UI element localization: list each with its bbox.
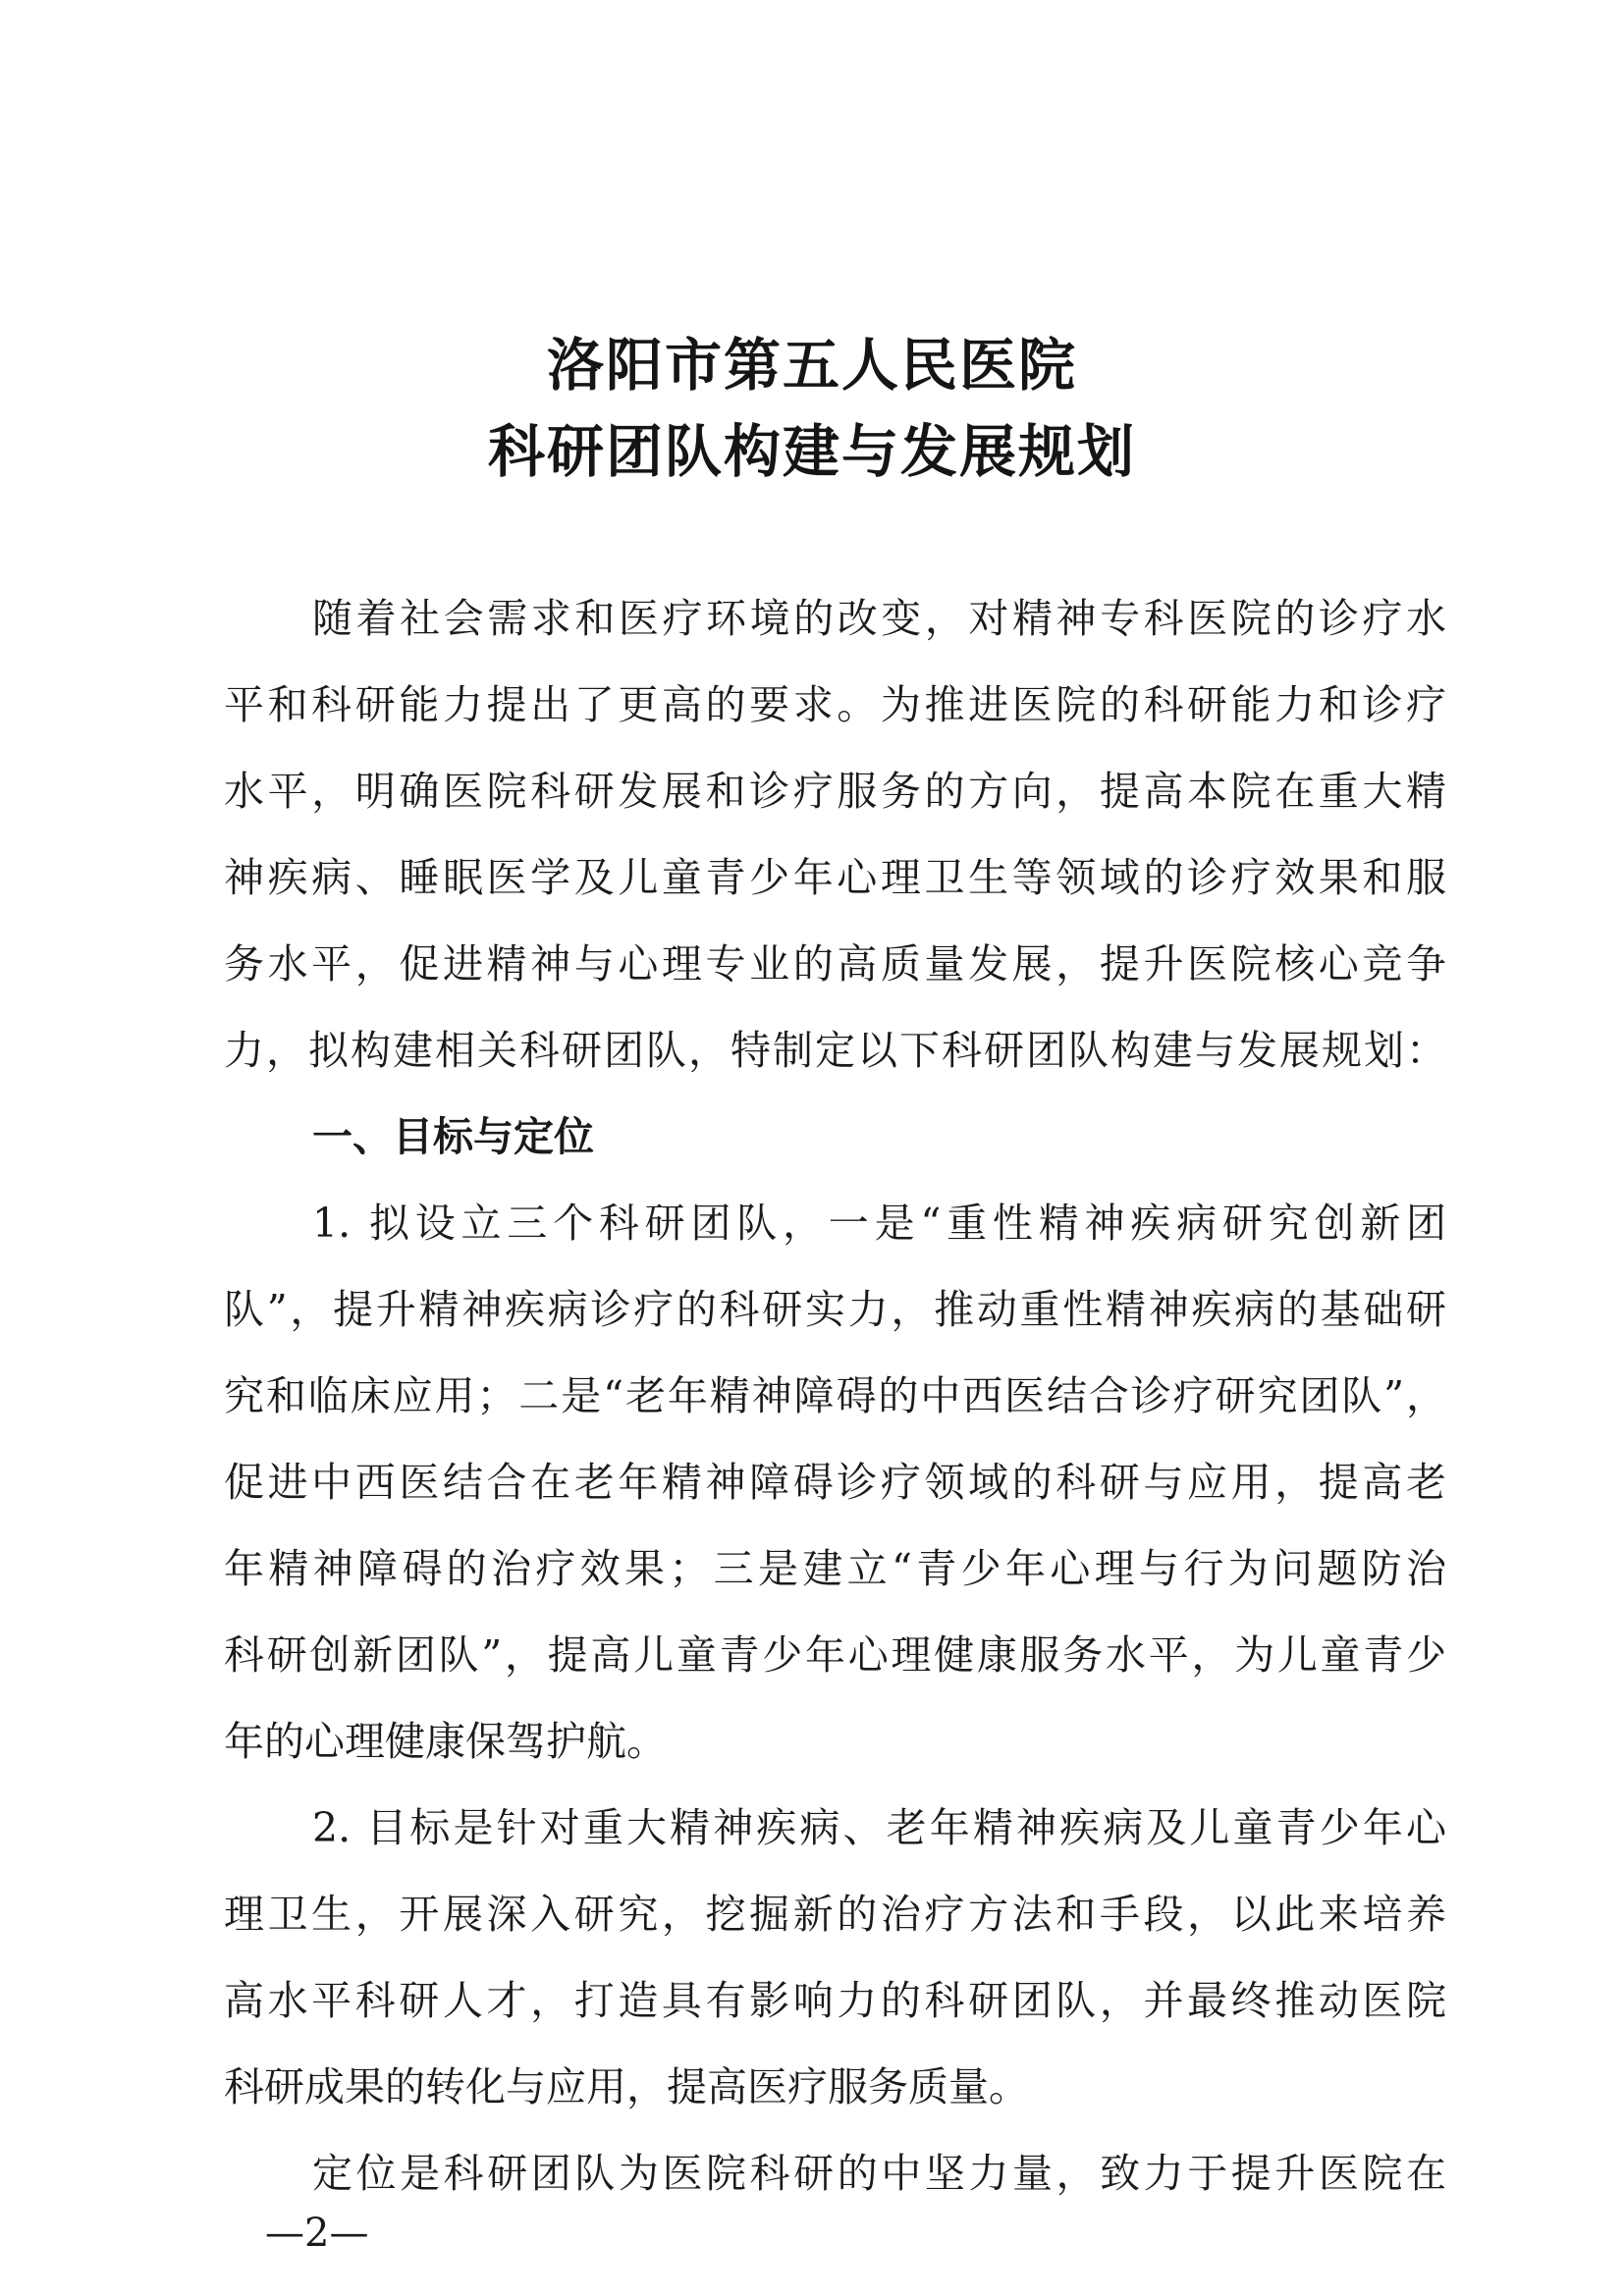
positioning-line: 定位是科研团队为医院科研的中坚力量，致力于提升医院在	[312, 2150, 1446, 2197]
intro-line: 水平，明确医院科研发展和诊疗服务的方向，提高本院在重大精	[224, 768, 1446, 815]
item1-line: 促进中西医结合在老年精神障碍诊疗领域的科研与应用，提高老	[224, 1459, 1446, 1506]
item1-line: 队”，提升精神疾病诊疗的科研实力，推动重性精神疾病的基础研	[224, 1286, 1446, 1333]
section-heading: 一、目标与定位	[312, 1113, 594, 1160]
item2-line: 科研成果的转化与应用，提高医疗服务质量。	[224, 2063, 1029, 2110]
item1-line: 1. 拟设立三个科研团队，一是“重性精神疾病研究创新团	[312, 1200, 1446, 1247]
item1-line: 年的心理健康保驾护航。	[224, 1718, 667, 1765]
item1-line: 年精神障碍的治疗效果；三是建立“青少年心理与行为问题防治	[224, 1545, 1446, 1592]
item1-line: 科研创新团队”，提高儿童青少年心理健康服务水平，为儿童青少	[224, 1631, 1446, 1679]
document-title-line-1: 洛阳市第五人民医院	[546, 332, 1077, 399]
document-title-line-2: 科研团队构建与发展规划	[487, 418, 1136, 485]
intro-line: 神疾病、睡眠医学及儿童青少年心理卫生等领域的诊疗效果和服	[224, 854, 1446, 901]
item1-line: 究和临床应用；二是“老年精神障碍的中西医结合诊疗研究团队”，	[224, 1372, 1446, 1419]
item2-line: 理卫生，开展深入研究，挖掘新的治疗方法和手段，以此来培养	[224, 1891, 1446, 1938]
intro-line: 务水平，促进精神与心理专业的高质量发展，提升医院核心竞争	[224, 940, 1446, 988]
intro-line: 随着社会需求和医疗环境的改变，对精神专科医院的诊疗水	[312, 595, 1446, 642]
item2-line: 高水平科研人才，打造具有影响力的科研团队，并最终推动医院	[224, 1977, 1446, 2024]
intro-line: 平和科研能力提出了更高的要求。为推进医院的科研能力和诊疗	[224, 681, 1446, 728]
item2-line: 2. 目标是针对重大精神疾病、老年精神疾病及儿童青少年心	[312, 1804, 1446, 1851]
intro-line: 力，拟构建相关科研团队，特制定以下科研团队构建与发展规划：	[224, 1027, 1446, 1074]
page-number: —2—	[265, 2211, 369, 2256]
